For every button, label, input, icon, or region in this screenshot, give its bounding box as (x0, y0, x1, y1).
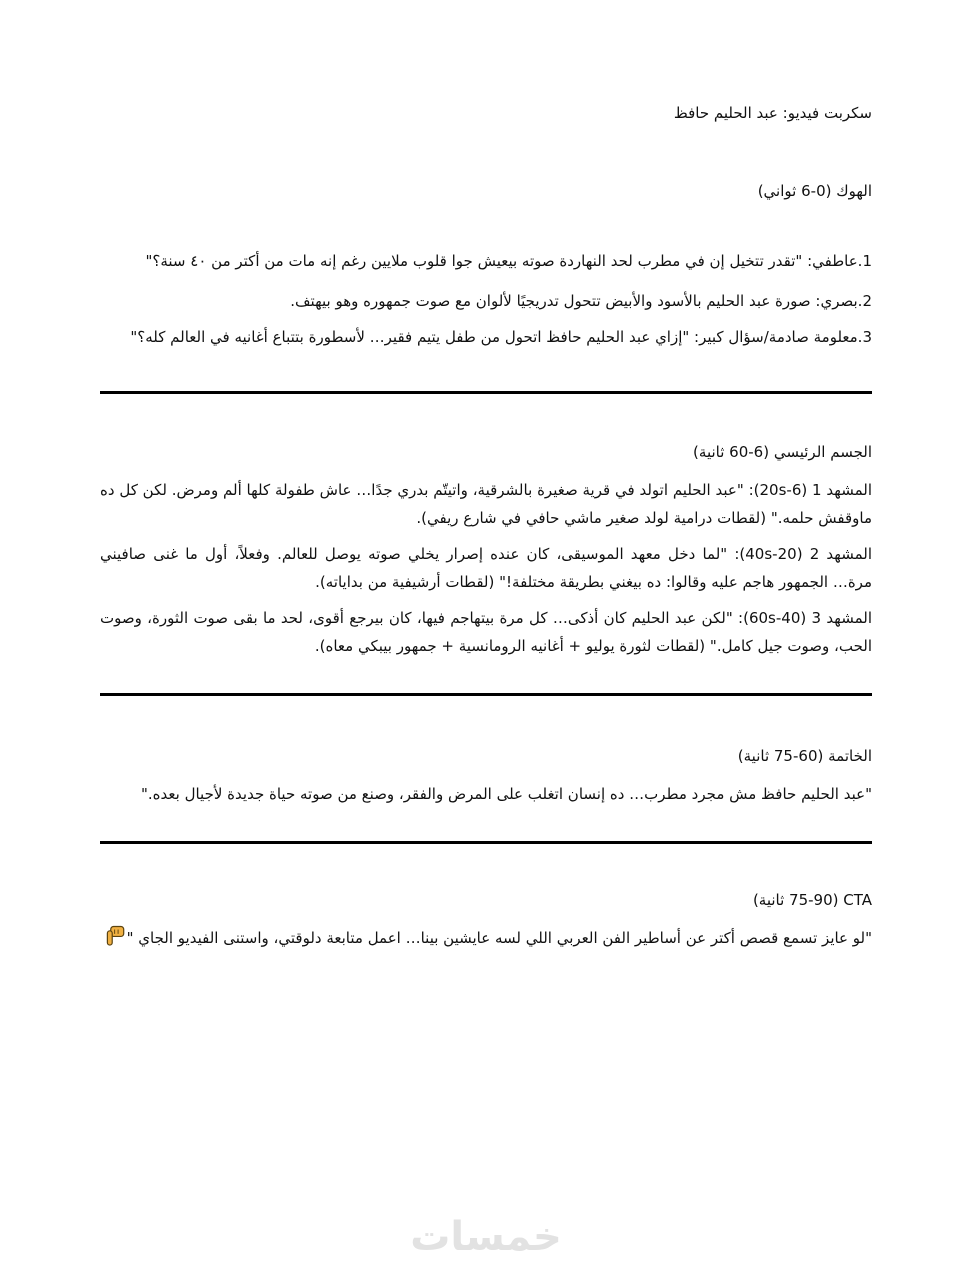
section-divider-1 (100, 391, 872, 394)
section-divider-3 (100, 841, 872, 844)
section-cta (100, 886, 872, 956)
section-outro (100, 742, 872, 808)
document-title: سكربت فيديو: عبد الحليم حافظ (673, 104, 872, 122)
section-main-body (100, 438, 872, 660)
scene-3-paragraph: المشهد 3 (40-60s): "لكن عبد الحليم كان أذكى… كل مرة بيتهاجم فيها، كان بيرجع أقوى، لحد ما بقى صوت الثورة، وصوت الحب، وصوت جيل كامل." (لقطات لثورة يوليو + أغانيه الرومانسية + جمهور بيبكي معاه). (100, 609, 872, 655)
hook-heading: الهوك (0-6 ثواني) (757, 182, 872, 200)
hook-point-1: 1.عاطفي: "تقدر تتخيل إن في مطرب لحد النهاردة صوته بيعيش جوا قلوب ملايين رغم إنه مات من أكتر من ٤٠ سنة؟" (145, 252, 872, 270)
pointing-down-hand-icon (106, 925, 125, 956)
section-divider-2 (100, 693, 872, 696)
cta-paragraph (100, 924, 872, 956)
main-body-heading: الجسم الرئيسي (6-60 ثانية) (693, 443, 872, 461)
cta-text: "لو عايز تسمع قصص أكتر عن أساطير الفن العربي اللي لسه عايشين بينا… اعمل متابعة دلوقتي، واستنى الفيديو الجاي " (126, 929, 872, 947)
section-hook (100, 177, 872, 351)
hook-point-2: 2.بصري: صورة عبد الحليم بالأسود والأبيض تتحول تدريجيًا لألوان مع صوت جمهوره وهو بيهتف. (290, 292, 872, 310)
scene-1-paragraph: المشهد 1 (6-20s): "عبد الحليم اتولد في قرية صغيرة بالشرقية، واتيتّم بدري جدًا… عاش طفولة كلها ألم ومرض. لكن كل ده ماوقفش حلمه." (لقطات درامية لولد صغير ماشي حافي في شارع ريفي). (100, 481, 872, 527)
scene-2-paragraph: المشهد 2 (20-40s): "لما دخل معهد الموسيقى، كان عنده إصرار يخلي صوته يوصل للعالم. وفعلاً، أول ما غنى صافيني مرة… الجمهور هاجم عليه وقالوا: ده بيغني بطريقة مختلفة!" (لقطات أرشيفية من بداياته). (100, 545, 872, 591)
outro-heading: الخاتمة (60-75 ثانية) (737, 747, 872, 765)
khamsat-watermark-logo: خمسات (410, 1214, 562, 1260)
outro-paragraph: "عبد الحليم حافظ مش مجرد مطرب… ده إنسان اتغلب على المرض والفقر، وصنع من صوته حياة جديدة لأجيال بعده." (141, 785, 872, 803)
hook-point-3: 3.معلومة صادمة/سؤال كبير: "إزاي عبد الحليم حافظ اتحول من طفل يتيم فقير… لأسطورة بتتباع أغانيه في العالم كله؟" (130, 328, 872, 346)
cta-heading: CTA (75-90 ثانية) (752, 891, 872, 909)
